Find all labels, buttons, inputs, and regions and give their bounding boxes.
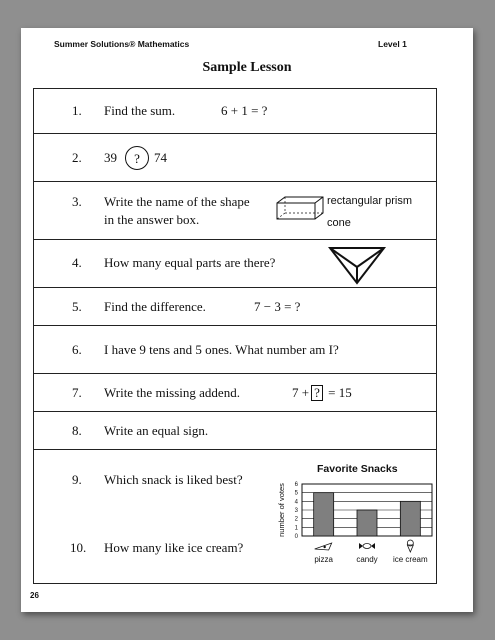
page-number: 26 (30, 591, 39, 600)
problem-row-8 (34, 411, 436, 450)
problem-row-3 (34, 181, 436, 240)
bar-ice-cream (400, 501, 420, 536)
problem-number: 10. (70, 540, 87, 555)
y-tick-label: 2 (294, 516, 298, 523)
problem-number: 4. (72, 255, 82, 270)
problem-row-4 (34, 239, 436, 288)
problem-text-line1: Write the name of the shape (104, 194, 250, 209)
header-series-title: Summer Solutions® Mathematics (54, 39, 190, 49)
problem-text: I have 9 tens and 5 ones. What number am I? (104, 342, 339, 357)
bar-pizza (314, 493, 334, 536)
problem-text: Which snack is liked best? (104, 472, 243, 487)
problem-text-line2: in the answer box. (104, 212, 200, 227)
page-title: Sample Lesson (202, 60, 292, 75)
problem-text: How many like ice cream? (104, 540, 244, 555)
x-tick-label: pizza (314, 555, 334, 564)
problem-number: 9. (72, 472, 82, 487)
missing-addend-box[interactable]: ? (311, 385, 323, 401)
x-tick-label: ice cream (392, 555, 428, 564)
compare-right-number: 74 (154, 150, 167, 165)
problem-text: Find the sum. (104, 103, 176, 118)
problem-equation: 6 + 1 = ? (221, 103, 268, 118)
equation-right: = 15 (328, 385, 352, 400)
problem-row-2 (34, 133, 436, 182)
problem-number: 5. (72, 299, 82, 314)
y-tick-label: 0 (294, 534, 298, 540)
y-tick-label: 3 (294, 508, 298, 514)
problem-row-5 (34, 287, 436, 326)
problem-row-9-10 (34, 449, 436, 584)
ice-cream-icon (407, 540, 413, 552)
candy-icon (359, 543, 375, 549)
problem-number: 7. (72, 385, 82, 400)
compare-left-number: 39 (104, 150, 117, 165)
rectangular-prism-icon (275, 195, 325, 221)
problem-row-6 (34, 325, 436, 374)
problem-row-7 (34, 373, 436, 412)
compare-circle[interactable]: ? (125, 146, 149, 170)
bar-candy (357, 510, 377, 536)
y-tick-label: 4 (294, 499, 298, 506)
y-tick-label: 6 (294, 482, 298, 488)
problem-number: 3. (72, 194, 82, 209)
answer-option[interactable]: rectangular prism (327, 195, 412, 207)
problem-equation (292, 385, 352, 401)
equation-left: 7 + (292, 385, 310, 400)
problem-text: How many equal parts are there? (104, 255, 276, 270)
problem-number: 2. (72, 150, 82, 165)
worksheet-page (21, 28, 473, 612)
pizza-icon (315, 543, 332, 550)
x-tick-label: candy (356, 555, 378, 564)
problem-row-1 (34, 89, 436, 133)
problem-text: Find the difference. (104, 299, 206, 314)
problem-number: 8. (72, 423, 82, 438)
divided-triangle-icon (328, 245, 388, 285)
problem-text: Write the missing addend. (104, 385, 240, 400)
y-tick-label: 5 (294, 490, 298, 497)
problem-number: 1. (72, 103, 82, 118)
answer-option[interactable]: cone (327, 217, 351, 229)
y-tick-label: 1 (294, 525, 298, 532)
chart-title: Favorite Snacks (317, 463, 398, 475)
problem-equation: 7 − 3 = ? (254, 299, 301, 314)
problem-table (33, 88, 437, 584)
y-axis-label: number of votes (277, 483, 286, 537)
problem-number: 6. (72, 342, 82, 357)
favorite-snacks-chart (272, 478, 434, 578)
header-level: Level 1 (378, 39, 407, 49)
problem-text: Write an equal sign. (104, 423, 209, 438)
